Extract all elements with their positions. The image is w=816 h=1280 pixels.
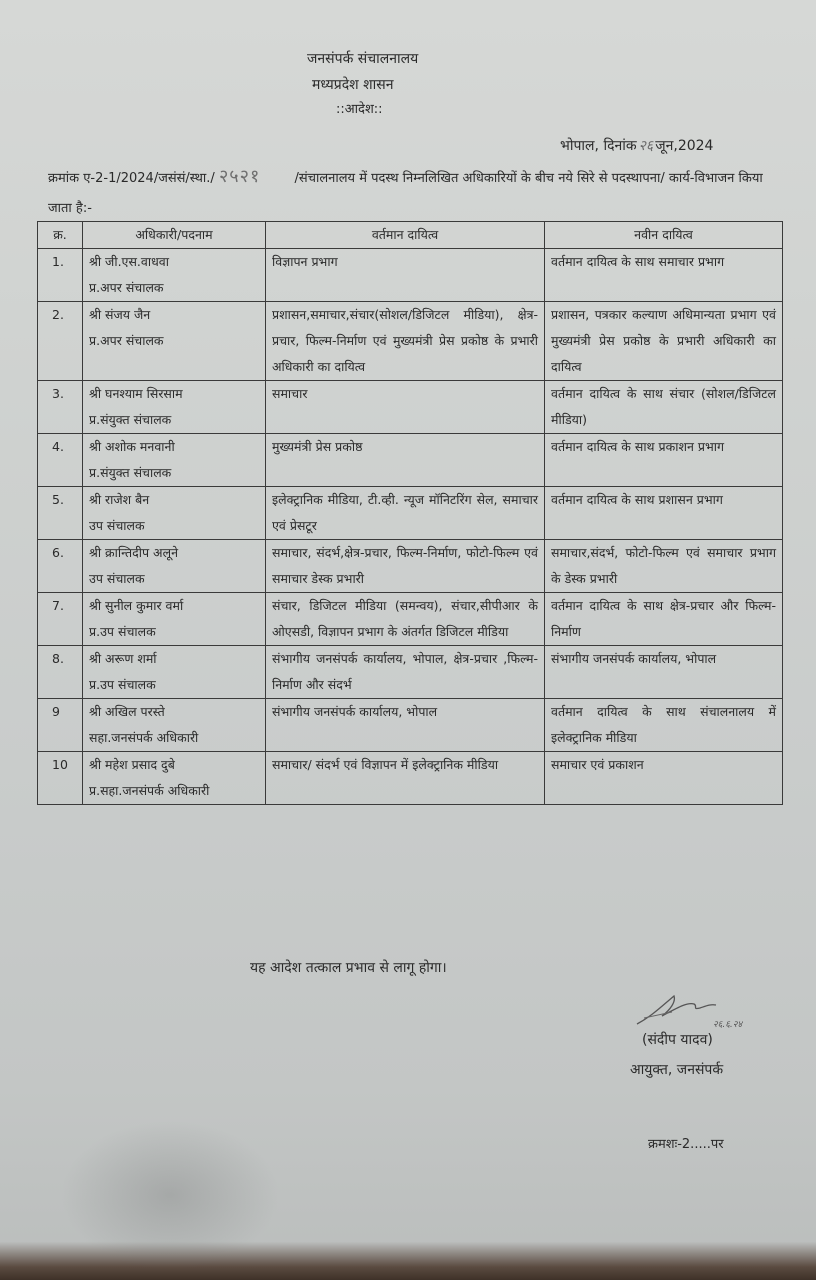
officer-cell (83, 752, 266, 805)
assignment-table (37, 221, 783, 805)
officer-name: श्री महेश प्रसाद दुबे (89, 757, 175, 772)
officer-designation: प्र.अपर संचालक (89, 333, 164, 348)
table-row (38, 646, 783, 699)
new-duty: प्रशासन, पत्रकार कल्याण अधिमान्यता प्रभाग एवं मुख्यमंत्री प्रेस प्रकोष्ठ के प्रभारी अधिकारी का दायित्व (545, 302, 783, 381)
current-duty: संचार, डिजिटल मीडिया (समन्वय), संचार,सीपीआर के ओएसडी, विज्ञापन प्रभाग के अंतर्गत डिजिटल मीडिया (266, 593, 545, 646)
serial-number: 1. (38, 249, 83, 302)
effective-note: यह आदेश तत्काल प्रभाव से लागू होगा। (250, 960, 447, 976)
serial-number: 10 (38, 752, 83, 805)
continued-marker: क्रमशः-2.....पर (648, 1137, 724, 1152)
government-name: मध्यप्रदेश शासन (312, 77, 394, 93)
current-duty: प्रशासन,समाचार,संचार(सोशल/डिजिटल मीडिया), क्षेत्र-प्रचार, फिल्म-निर्माण एवं मुख्यमंत्री प्रेस प्रकोष्ठ के प्रभारी अधिकारी का दायित्व (266, 302, 545, 381)
signer-designation: आयुक्त, जनसंपर्क (630, 1062, 724, 1078)
new-duty: वर्तमान दायित्व के साथ क्षेत्र-प्रचार और फिल्म-निर्माण (545, 593, 783, 646)
officer-designation: प्र.संयुक्त संचालक (89, 412, 172, 427)
new-duty: वर्तमान दायित्व के साथ प्रशासन प्रभाग (545, 487, 783, 540)
handwritten-day: २६ (638, 138, 654, 154)
current-duty: संभागीय जनसंपर्क कार्यालय, भोपाल (266, 699, 545, 752)
officer-cell (83, 540, 266, 593)
new-duty: वर्तमान दायित्व के साथ प्रकाशन प्रभाग (545, 434, 783, 487)
table-row (38, 381, 783, 434)
officer-cell (83, 487, 266, 540)
officer-designation: सहा.जनसंपर्क अधिकारी (89, 730, 199, 745)
table-row (38, 699, 783, 752)
serial-number: 7. (38, 593, 83, 646)
header-officer: अधिकारी/पदनाम (83, 222, 266, 249)
officer-name: श्री घनश्याम सिरसाम (89, 386, 183, 401)
officer-cell (83, 381, 266, 434)
signature-date: २६.६.२४ (713, 1020, 743, 1030)
current-duty: संभागीय जनसंपर्क कार्यालय, भोपाल, क्षेत्र-प्रचार ,फिल्म-निर्माण और संदर्भ (266, 646, 545, 699)
serial-number: 8. (38, 646, 83, 699)
header-new-duty: नवीन दायित्व (545, 222, 783, 249)
header-current-duty: वर्तमान दायित्व (266, 222, 545, 249)
table-row (38, 434, 783, 487)
officer-cell (83, 699, 266, 752)
officer-name: श्री सुनील कुमार वर्मा (89, 598, 184, 613)
reference-paragraph (48, 162, 774, 224)
dateline (560, 136, 713, 155)
officer-name: श्री राजेश बैन (89, 492, 150, 507)
officer-name: श्री संजय जैन (89, 307, 151, 322)
serial-number: 3. (38, 381, 83, 434)
officer-designation: प्र.संयुक्त संचालक (89, 465, 172, 480)
officer-cell (83, 302, 266, 381)
officer-name: श्री अखिल परस्ते (89, 704, 165, 719)
officer-designation: प्र.उप संचालक (89, 677, 156, 692)
officer-cell (83, 646, 266, 699)
officer-designation: प्र.सहा.जनसंपर्क अधिकारी (89, 783, 210, 798)
order-title: ::आदेश:: (336, 102, 383, 117)
serial-number: 2. (38, 302, 83, 381)
reference-body: /संचालनालय में पदस्थ निम्नलिखित अधिकारियों के बीच नये सिरे से पदस्थापना/ कार्य-विभाजन किया जाता है:- (48, 171, 763, 216)
month-year: जून,2024 (655, 138, 714, 154)
table-row (38, 752, 783, 805)
officer-name: श्री अरूण शर्मा (89, 651, 157, 666)
new-duty: समाचार एवं प्रकाशन (545, 752, 783, 805)
new-duty: वर्तमान दायित्व के साथ संचालनालय में इलेक्ट्रानिक मीडिया (545, 699, 783, 752)
current-duty: समाचार, संदर्भ,क्षेत्र-प्रचार, फिल्म-निर्माण, फोटो-फिल्म एवं समाचार डेस्क प्रभारी (266, 540, 545, 593)
department-name: जनसंपर्क संचालनालय (307, 51, 419, 67)
table-row (38, 593, 783, 646)
serial-number: 9 (38, 699, 83, 752)
photo-shadow (60, 1120, 280, 1270)
officer-name: श्री अशोक मनवानी (89, 439, 175, 454)
current-duty: मुख्यमंत्री प्रेस प्रकोष्ठ (266, 434, 545, 487)
new-duty: समाचार,संदर्भ, फोटो-फिल्म एवं समाचार प्रभाग के डेस्क प्रभारी (545, 540, 783, 593)
officer-name: श्री क्रान्तिदीप अलूने (89, 545, 179, 560)
signature-scribble-icon (632, 988, 782, 1028)
officer-cell (83, 593, 266, 646)
officer-cell (83, 249, 266, 302)
table-header-row (38, 222, 783, 249)
officer-designation: उप संचालक (89, 518, 145, 533)
new-duty: वर्तमान दायित्व के साथ संचार (सोशल/डिजिटल मीडिया) (545, 381, 783, 434)
serial-number: 5. (38, 487, 83, 540)
officer-designation: प्र.अपर संचालक (89, 280, 164, 295)
current-duty: इलेक्ट्रानिक मीडिया, टी.व्ही. न्यूज मॉनिटरिंग सेल, समाचार एवं प्रेसटूर (266, 487, 545, 540)
table-row (38, 249, 783, 302)
serial-number: 6. (38, 540, 83, 593)
serial-number: 4. (38, 434, 83, 487)
header-serial: क्र. (38, 222, 83, 249)
current-duty: समाचार (266, 381, 545, 434)
current-duty: विज्ञापन प्रभाग (266, 249, 545, 302)
officer-name: श्री जी.एस.वाधवा (89, 254, 169, 269)
new-duty: वर्तमान दायित्व के साथ समाचार प्रभाग (545, 249, 783, 302)
current-duty: समाचार/ संदर्भ एवं विज्ञापन में इलेक्ट्रानिक मीडिया (266, 752, 545, 805)
new-duty: संभागीय जनसंपर्क कार्यालय, भोपाल (545, 646, 783, 699)
officer-designation: उप संचालक (89, 571, 145, 586)
table-row (38, 487, 783, 540)
reference-number-prefix: क्रमांक ए-2-1/2024/जसंसं/स्था./ (48, 171, 215, 186)
table-row (38, 302, 783, 381)
table-row (38, 540, 783, 593)
signer-name: (संदीप यादव) (642, 1032, 713, 1048)
handwritten-reference-number: २५२१ (218, 166, 261, 187)
place-prefix: भोपाल, दिनांक (560, 138, 637, 154)
officer-designation: प्र.उप संचालक (89, 624, 156, 639)
officer-cell (83, 434, 266, 487)
